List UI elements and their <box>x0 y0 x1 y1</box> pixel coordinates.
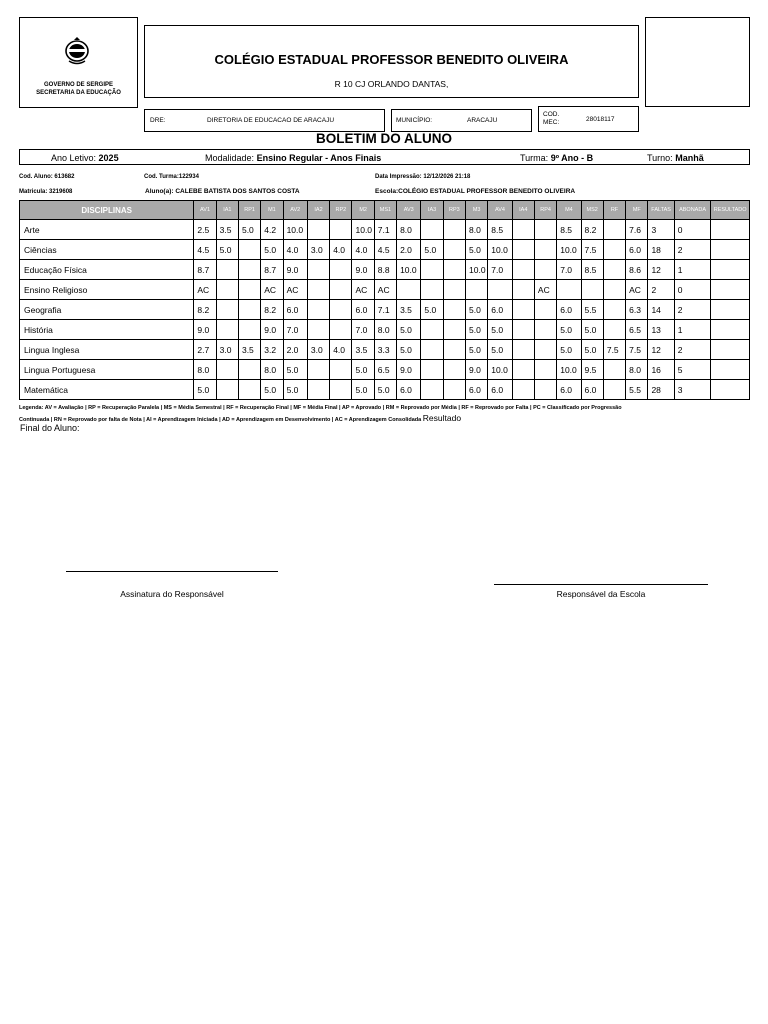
grade-cell: 6.0 <box>488 300 512 320</box>
table-header-row <box>20 201 750 220</box>
grade-cell: 6.0 <box>581 380 603 400</box>
table-row <box>20 360 750 380</box>
grade-cell <box>603 360 625 380</box>
grade-cell: 5.0 <box>421 300 443 320</box>
grade-cell <box>534 340 556 360</box>
subject-name: História <box>20 320 194 340</box>
grade-cell <box>512 380 534 400</box>
student-name: Aluno(a): CALEBE BATISTA DOS SANTOS COSTA <box>145 188 300 195</box>
column-header-18: MS2 <box>581 201 603 220</box>
subject-name: Ciências <box>20 240 194 260</box>
grade-cell <box>216 320 238 340</box>
grade-cell <box>603 260 625 280</box>
dre-value: DIRETORIA DE EDUCACAO DE ARACAJU <box>207 117 335 124</box>
grade-cell: 5.0 <box>488 340 512 360</box>
grade-cell: 7.0 <box>557 260 581 280</box>
grade-cell: 3.5 <box>397 300 421 320</box>
grade-cell: 18 <box>648 240 674 260</box>
signature-label-guardian: Assinatura do Responsável <box>120 589 224 599</box>
school-field: Escola:COLÉGIO ESTADUAL PROFESSOR BENEDITO OLIVEIRA <box>375 188 576 195</box>
grade-cell: 4.2 <box>261 220 283 240</box>
grade-cell: 2.7 <box>194 340 216 360</box>
logo-caption <box>20 81 137 97</box>
column-header-11: IA3 <box>421 201 443 220</box>
grade-cell: 2 <box>674 240 711 260</box>
municipio-label: MUNICÍPIO: <box>396 117 433 124</box>
grade-cell <box>512 280 534 300</box>
column-header-8: M2 <box>352 201 374 220</box>
dre-label: DRE: <box>150 117 166 124</box>
turno-value: Manhã <box>675 153 704 163</box>
column-header-13: M3 <box>466 201 488 220</box>
school-name: COLÉGIO ESTADUAL PROFESSOR BENEDITO OLIVEIRA <box>214 52 569 67</box>
grade-cell: 8.2 <box>581 220 603 240</box>
grade-cell: AC <box>626 280 648 300</box>
grade-cell: 10.0 <box>466 260 488 280</box>
grade-cell: 4.0 <box>330 240 352 260</box>
grade-cell: 8.0 <box>466 220 488 240</box>
grade-cell <box>603 320 625 340</box>
grade-cell: 3.5 <box>238 340 260 360</box>
grade-cell <box>534 380 556 400</box>
grade-cell <box>534 300 556 320</box>
grade-cell: 8.7 <box>194 260 216 280</box>
grade-cell: 10.0 <box>352 220 374 240</box>
grade-cell: 14 <box>648 300 674 320</box>
subject-name: Educação Física <box>20 260 194 280</box>
grade-cell <box>216 280 238 300</box>
school-address: R 10 CJ ORLANDO DANTAS, <box>334 79 449 89</box>
column-header-19: RF <box>603 201 625 220</box>
grade-cell <box>512 320 534 340</box>
grade-cell: 5.0 <box>557 320 581 340</box>
grade-cell <box>581 280 603 300</box>
grade-cell: 3 <box>648 220 674 240</box>
grade-cell: 10.0 <box>557 240 581 260</box>
final-result-label: Final do Aluno: <box>20 423 80 433</box>
table-row <box>20 300 750 320</box>
dre-box <box>144 109 385 132</box>
column-header-6: IA2 <box>307 201 329 220</box>
grade-cell <box>711 360 750 380</box>
grade-cell <box>238 240 260 260</box>
grade-cell <box>330 320 352 340</box>
table-row <box>20 260 750 280</box>
grade-cell <box>238 300 260 320</box>
grade-cell <box>711 280 750 300</box>
grade-cell: 7.1 <box>374 220 396 240</box>
table-body <box>20 220 750 400</box>
grade-cell: 3.5 <box>352 340 374 360</box>
table-row <box>20 340 750 360</box>
grade-cell: 8.0 <box>261 360 283 380</box>
grade-cell: 1 <box>674 260 711 280</box>
grade-cell: 6.0 <box>397 380 421 400</box>
grade-cell: 5.0 <box>194 380 216 400</box>
column-header-3: RP1 <box>238 201 260 220</box>
grade-cell: 4.0 <box>283 240 307 260</box>
grade-cell <box>307 380 329 400</box>
grade-cell <box>421 380 443 400</box>
grade-cell: 5.0 <box>581 320 603 340</box>
grade-cell <box>711 220 750 240</box>
grade-cell: 16 <box>648 360 674 380</box>
grade-cell <box>443 340 465 360</box>
summary-row <box>19 149 750 165</box>
column-header-14: AV4 <box>488 201 512 220</box>
grade-cell: 7.1 <box>374 300 396 320</box>
grade-cell <box>330 380 352 400</box>
grade-cell <box>443 240 465 260</box>
cod-mec-box <box>538 106 639 132</box>
grade-cell <box>512 240 534 260</box>
column-header-0: DISCIPLINAS <box>20 201 194 220</box>
grade-cell <box>488 280 512 300</box>
grade-cell: 5.0 <box>261 380 283 400</box>
grade-cell <box>443 380 465 400</box>
grade-cell: 2 <box>648 280 674 300</box>
grade-cell: 8.0 <box>194 360 216 380</box>
grade-cell: 5.0 <box>397 340 421 360</box>
grade-cell: 3.0 <box>307 240 329 260</box>
grade-cell <box>603 280 625 300</box>
grade-cell <box>421 280 443 300</box>
signature-line-guardian <box>66 571 278 572</box>
grade-cell <box>711 260 750 280</box>
grade-cell: 3.5 <box>216 220 238 240</box>
logo-line-secretariat: SECRETARIA DA EDUCAÇÃO <box>36 90 121 96</box>
cod-aluno: Cod. Aluno: 613682 <box>19 174 75 180</box>
grade-cell: 8.2 <box>261 300 283 320</box>
grade-cell <box>216 300 238 320</box>
column-header-5: AV2 <box>283 201 307 220</box>
grade-cell <box>443 360 465 380</box>
municipio-box <box>391 109 532 132</box>
grade-cell: 8.7 <box>261 260 283 280</box>
grade-cell: 10.0 <box>488 240 512 260</box>
grade-cell: 10.0 <box>397 260 421 280</box>
grade-cell: 8.8 <box>374 260 396 280</box>
grade-cell: 6.0 <box>283 300 307 320</box>
grade-cell: 9.0 <box>261 320 283 340</box>
grade-cell: 6.5 <box>626 320 648 340</box>
cod-turma: Cod. Turma:122934 <box>144 174 199 180</box>
grade-cell <box>421 220 443 240</box>
grade-cell: AC <box>534 280 556 300</box>
grade-cell <box>238 380 260 400</box>
grade-cell: AC <box>374 280 396 300</box>
logo-line-government: GOVERNO DE SERGIPE <box>43 82 113 88</box>
grade-cell: 0 <box>674 280 711 300</box>
grade-cell: 9.0 <box>397 360 421 380</box>
grade-cell <box>216 380 238 400</box>
grade-cell: 2 <box>674 300 711 320</box>
grade-cell: 7.5 <box>626 340 648 360</box>
column-header-9: MS1 <box>374 201 396 220</box>
grade-cell: 8.2 <box>194 300 216 320</box>
grade-cell: 1 <box>674 320 711 340</box>
grade-cell: 9.5 <box>581 360 603 380</box>
grade-cell <box>238 360 260 380</box>
grade-cell: 7.0 <box>283 320 307 340</box>
subject-name: Lingua Inglesa <box>20 340 194 360</box>
table-row <box>20 320 750 340</box>
grade-cell <box>238 280 260 300</box>
grade-cell: 5 <box>674 360 711 380</box>
grade-cell <box>603 300 625 320</box>
grade-cell: 10.0 <box>283 220 307 240</box>
grade-cell: 7.0 <box>488 260 512 280</box>
state-emblem-icon <box>64 36 90 66</box>
subject-name: Geografia <box>20 300 194 320</box>
grade-cell <box>443 280 465 300</box>
grade-cell: 4.5 <box>374 240 396 260</box>
grade-cell: 6.0 <box>626 240 648 260</box>
grade-cell <box>711 320 750 340</box>
grade-cell <box>330 300 352 320</box>
grade-cell: 13 <box>648 320 674 340</box>
grade-cell: AC <box>261 280 283 300</box>
cod-mec-label-1: COD. <box>543 111 560 118</box>
grade-cell: 4.0 <box>352 240 374 260</box>
grade-cell <box>534 260 556 280</box>
column-header-22: ABONADA <box>674 201 711 220</box>
grade-cell <box>421 320 443 340</box>
signature-label-school: Responsável da Escola <box>556 589 646 599</box>
grade-cell: 5.0 <box>466 300 488 320</box>
grade-cell: 6.0 <box>466 380 488 400</box>
grade-cell <box>534 240 556 260</box>
grade-cell: 2.0 <box>283 340 307 360</box>
column-header-7: RP2 <box>330 201 352 220</box>
grade-cell: 9.0 <box>466 360 488 380</box>
municipio-value: ARACAJU <box>467 117 498 124</box>
cod-mec-value: 28018117 <box>586 116 615 123</box>
grade-cell <box>534 360 556 380</box>
table-row <box>20 240 750 260</box>
subject-name: Lingua Portuguesa <box>20 360 194 380</box>
legend-line-1: Legenda: AV = Avaliação | RP = Recuperação Paralela | MS = Média Semestral | RF = Recuperação Final | MF = Média Final | AP = Aprovado | RM = Reprovado por Média | RF = Reprovado por Falta | PC = Classificado por Progressão <box>19 405 622 411</box>
grade-cell <box>512 220 534 240</box>
grade-cell: 6.0 <box>488 380 512 400</box>
grade-cell: 5.0 <box>283 360 307 380</box>
grade-cell: 2.5 <box>194 220 216 240</box>
grade-cell: 8.0 <box>397 220 421 240</box>
grade-cell: 5.0 <box>216 240 238 260</box>
grade-cell: 7.6 <box>626 220 648 240</box>
grade-cell: 6.0 <box>557 380 581 400</box>
grade-cell: 8.0 <box>626 360 648 380</box>
grade-cell <box>307 320 329 340</box>
grade-cell <box>307 360 329 380</box>
grade-cell <box>603 240 625 260</box>
legend <box>19 403 754 425</box>
column-header-21: FALTAS <box>648 201 674 220</box>
logo-box <box>19 17 138 108</box>
table-row <box>20 280 750 300</box>
grade-cell <box>512 260 534 280</box>
grade-cell: 5.0 <box>283 380 307 400</box>
grade-cell <box>512 360 534 380</box>
grade-cell <box>307 300 329 320</box>
grade-cell: 5.0 <box>488 320 512 340</box>
grade-cell <box>421 360 443 380</box>
grade-cell: 5.0 <box>466 340 488 360</box>
grade-cell <box>711 240 750 260</box>
grade-cell: 28 <box>648 380 674 400</box>
ano-value: 2025 <box>98 153 119 163</box>
grade-cell: 4.0 <box>330 340 352 360</box>
grade-cell: 3 <box>674 380 711 400</box>
signature-line-school <box>494 584 708 585</box>
grade-cell: 3.0 <box>307 340 329 360</box>
grade-cell: 5.0 <box>261 240 283 260</box>
matricula: Matricula: 3219608 <box>19 189 73 195</box>
column-header-20: MF <box>626 201 648 220</box>
grade-cell: 5.0 <box>557 340 581 360</box>
grade-cell <box>330 360 352 380</box>
modalidade-value: Ensino Regular - Anos Finais <box>256 153 382 163</box>
grade-cell: 3.3 <box>374 340 396 360</box>
page-title: BOLETIM DO ALUNO <box>316 131 452 146</box>
grade-cell: 5.0 <box>352 360 374 380</box>
grade-cell <box>557 280 581 300</box>
grade-cell: AC <box>352 280 374 300</box>
grade-cell: 6.0 <box>352 300 374 320</box>
grade-cell: 5.0 <box>374 380 396 400</box>
column-header-17: M4 <box>557 201 581 220</box>
grade-cell <box>711 300 750 320</box>
grade-cell <box>421 260 443 280</box>
modalidade-label: Modalidade: <box>205 153 255 163</box>
grade-cell <box>711 380 750 400</box>
column-header-23: RESULTADO <box>711 201 750 220</box>
table-row <box>20 220 750 240</box>
grade-cell: 5.0 <box>397 320 421 340</box>
subject-name: Matemática <box>20 380 194 400</box>
grade-cell: 7.5 <box>581 240 603 260</box>
grade-cell <box>534 320 556 340</box>
grade-cell <box>534 220 556 240</box>
grade-cell <box>512 340 534 360</box>
grade-cell: 6.5 <box>374 360 396 380</box>
grade-cell: 3.2 <box>261 340 283 360</box>
grade-cell <box>443 260 465 280</box>
grade-cell <box>238 320 260 340</box>
grade-cell: 2.0 <box>397 240 421 260</box>
grade-cell: AC <box>194 280 216 300</box>
column-header-16: RP4 <box>534 201 556 220</box>
grade-cell <box>238 260 260 280</box>
grade-cell: 8.5 <box>581 260 603 280</box>
grade-cell <box>466 280 488 300</box>
grade-cell <box>397 280 421 300</box>
grade-cell: 9.0 <box>194 320 216 340</box>
grade-cell: 9.0 <box>283 260 307 280</box>
grade-cell <box>603 220 625 240</box>
grade-cell: 5.0 <box>352 380 374 400</box>
grade-cell: AC <box>283 280 307 300</box>
grade-cell <box>330 260 352 280</box>
grade-cell: 5.0 <box>581 340 603 360</box>
grade-cell: 5.5 <box>581 300 603 320</box>
school-header <box>144 25 639 98</box>
cod-mec-label-2: MEC: <box>543 119 560 126</box>
grade-cell: 8.5 <box>488 220 512 240</box>
grade-cell: 5.0 <box>421 240 443 260</box>
ano-label: Ano Letivo: <box>51 153 97 163</box>
grade-cell <box>307 280 329 300</box>
grade-cell: 3.0 <box>216 340 238 360</box>
grade-cell: 6.3 <box>626 300 648 320</box>
grade-cell <box>443 220 465 240</box>
resultado-label: Resultado <box>422 413 462 423</box>
column-header-1: AV1 <box>194 201 216 220</box>
column-header-12: RP3 <box>443 201 465 220</box>
turno-label: Turno: <box>647 153 673 163</box>
grade-cell: 12 <box>648 260 674 280</box>
grade-cell: 5.0 <box>238 220 260 240</box>
grade-cell <box>216 260 238 280</box>
photo-box <box>645 17 750 107</box>
grade-cell: 7.5 <box>603 340 625 360</box>
grade-cell: 10.0 <box>488 360 512 380</box>
grade-cell: 12 <box>648 340 674 360</box>
grade-cell <box>421 340 443 360</box>
grade-cell: 2 <box>674 340 711 360</box>
grade-cell <box>307 260 329 280</box>
grade-cell: 9.0 <box>352 260 374 280</box>
table-row <box>20 380 750 400</box>
data-impressao: Data Impressão: 12/12/2026 21:18 <box>375 174 471 180</box>
grade-cell: 8.0 <box>374 320 396 340</box>
grade-cell <box>603 380 625 400</box>
grade-cell <box>711 340 750 360</box>
grade-cell: 5.0 <box>466 240 488 260</box>
grade-cell: 5.5 <box>626 380 648 400</box>
grade-cell: 10.0 <box>557 360 581 380</box>
grade-cell <box>443 300 465 320</box>
legend-line-2: Continuada | RN = Reprovado por falta de Nota | AI = Aprendizagem Iniciada | AD = Aprendizagem em Desenvolvimento | AC = Aprendizagem Consolidada <box>19 417 422 423</box>
grade-cell <box>216 360 238 380</box>
column-header-2: IA1 <box>216 201 238 220</box>
turma-label: Turma: <box>520 153 549 163</box>
grade-cell: 8.5 <box>557 220 581 240</box>
column-header-4: M1 <box>261 201 283 220</box>
grade-cell <box>330 280 352 300</box>
subject-name: Ensino Religioso <box>20 280 194 300</box>
subject-name: Arte <box>20 220 194 240</box>
column-header-10: AV3 <box>397 201 421 220</box>
grade-cell: 4.5 <box>194 240 216 260</box>
grade-cell: 5.0 <box>466 320 488 340</box>
grade-cell: 7.0 <box>352 320 374 340</box>
grade-cell: 0 <box>674 220 711 240</box>
grade-cell: 8.6 <box>626 260 648 280</box>
grade-cell <box>307 220 329 240</box>
column-header-15: IA4 <box>512 201 534 220</box>
grade-cell <box>512 300 534 320</box>
grade-cell: 6.0 <box>557 300 581 320</box>
grades-table <box>19 200 750 400</box>
grade-cell <box>330 220 352 240</box>
grade-cell <box>443 320 465 340</box>
turma-value: 9º Ano - B <box>550 153 594 163</box>
